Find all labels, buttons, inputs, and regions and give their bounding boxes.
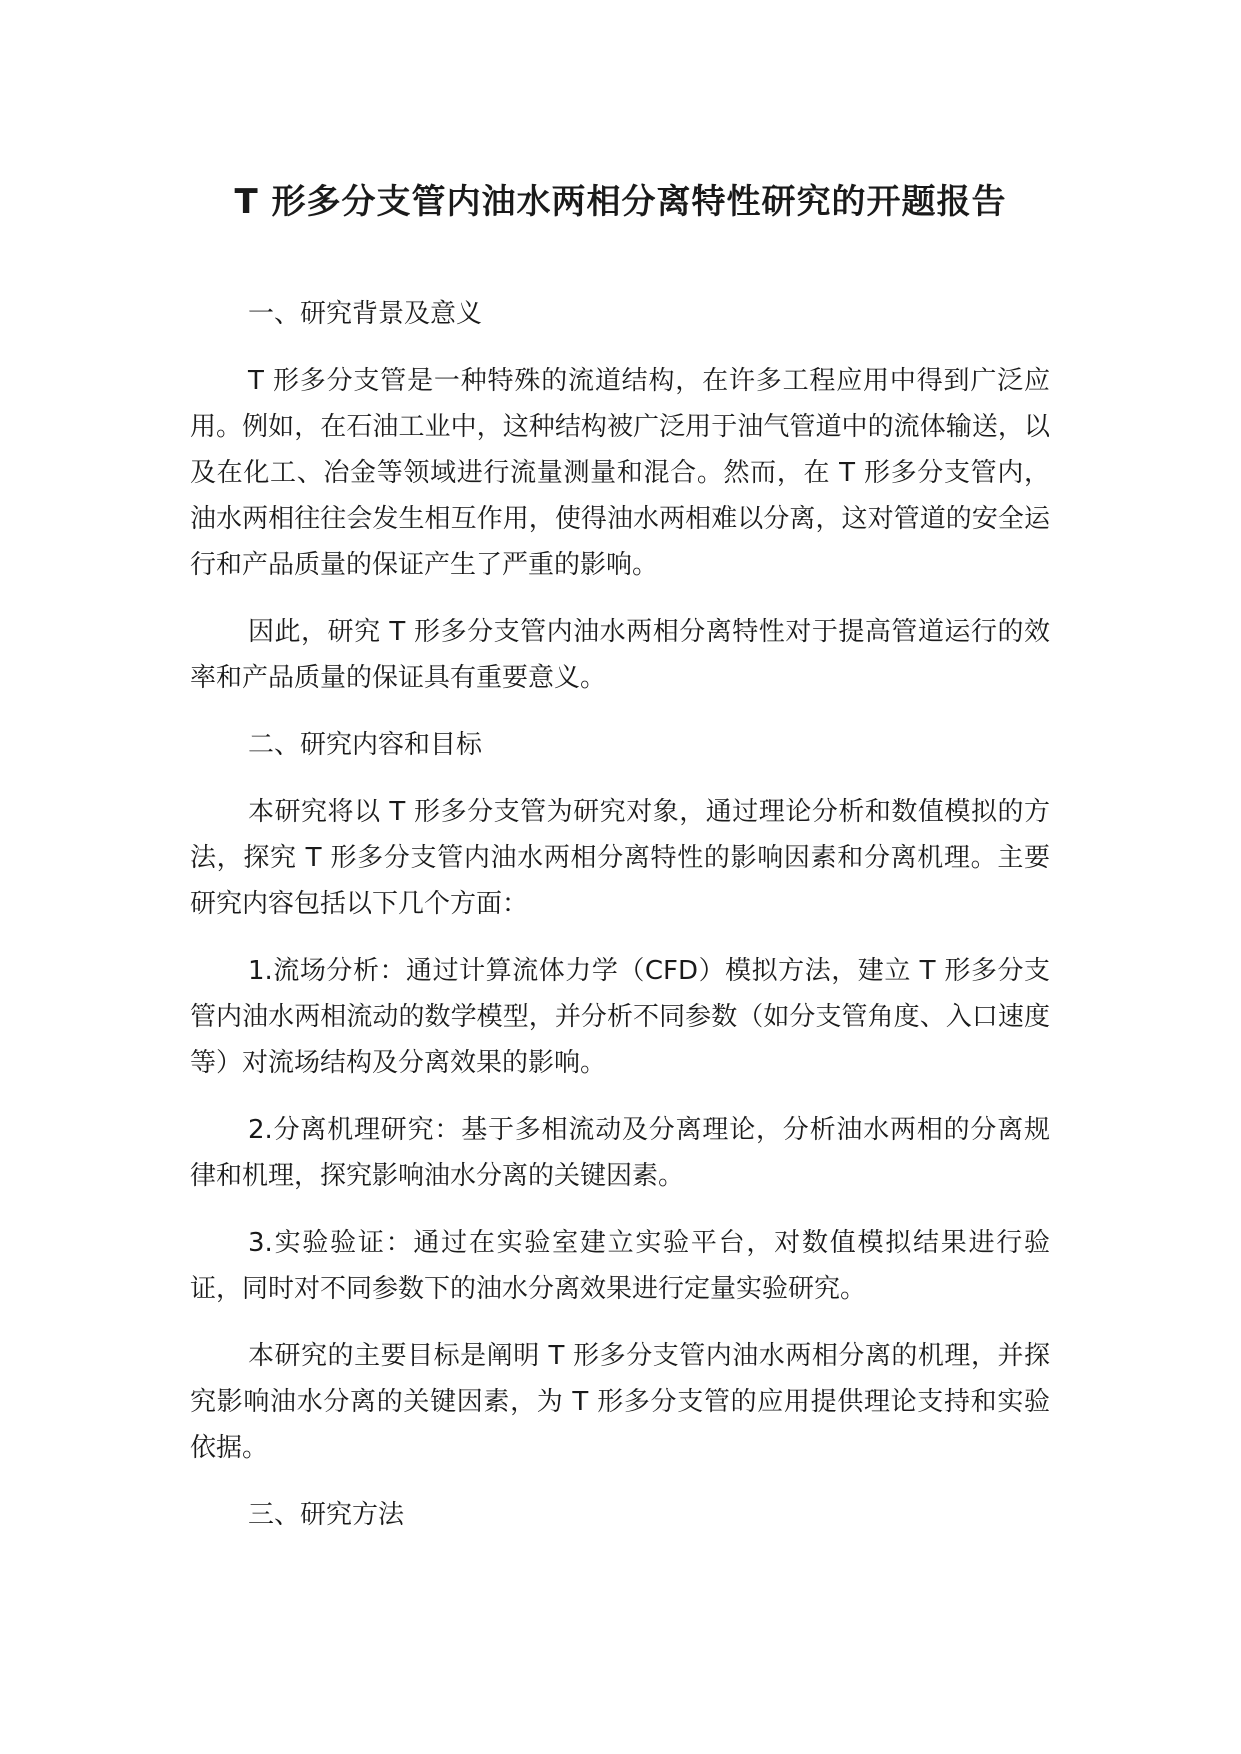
paragraph-item-separation-mechanism: 2.分离机理研究：基于多相流动及分离理论，分析油水两相的分离规律和机理，探究影响油水分离的关键因素。 bbox=[190, 1115, 1050, 1191]
section-heading-methods: 三、研究方法 bbox=[248, 1500, 405, 1530]
section-heading-background: 一、研究背景及意义 bbox=[248, 299, 483, 329]
paragraph-item-flow-analysis: 1.流场分析：通过计算流体力学（CFD）模拟方法，建立 T 形多分支管内油水两相流动的数学模型，并分析不同参数（如分支管角度、入口速度等）对流场结构及分离效果的影响。 bbox=[190, 956, 1050, 1078]
paragraph-background: T 形多分支管是一种特殊的流道结构，在许多工程应用中得到广泛应用。例如，在石油工业中，这种结构被广泛用于油气管道中的流体输送，以及在化工、冶金等领域进行流量测量和混合。然而，在 T 形多分支管内，油水两相往往会发生相互作用，使得油水两相难以分离，这对管道的安全运行和产品质量的保证产生了严重的影响。 bbox=[190, 366, 1050, 580]
paragraph-item-experimental-validation: 3.实验验证：通过在实验室建立实验平台，对数值模拟结果进行验证，同时对不同参数下的油水分离效果进行定量实验研究。 bbox=[190, 1228, 1050, 1304]
section-heading-content-goals: 二、研究内容和目标 bbox=[248, 730, 483, 760]
document-title: T 形多分支管内油水两相分离特性研究的开题报告 bbox=[234, 182, 1007, 222]
document-body bbox=[190, 291, 1050, 1559]
paragraph-significance: 因此，研究 T 形多分支管内油水两相分离特性对于提高管道运行的效率和产品质量的保证具有重要意义。 bbox=[190, 617, 1050, 693]
paragraph-research-intro: 本研究将以 T 形多分支管为研究对象，通过理论分析和数值模拟的方法，探究 T 形多分支管内油水两相分离特性的影响因素和分离机理。主要研究内容包括以下几个方面： bbox=[190, 797, 1050, 919]
paragraph-research-goal: 本研究的主要目标是阐明 T 形多分支管内油水两相分离的机理，并探究影响油水分离的关键因素，为 T 形多分支管的应用提供理论支持和实验依据。 bbox=[190, 1341, 1050, 1463]
